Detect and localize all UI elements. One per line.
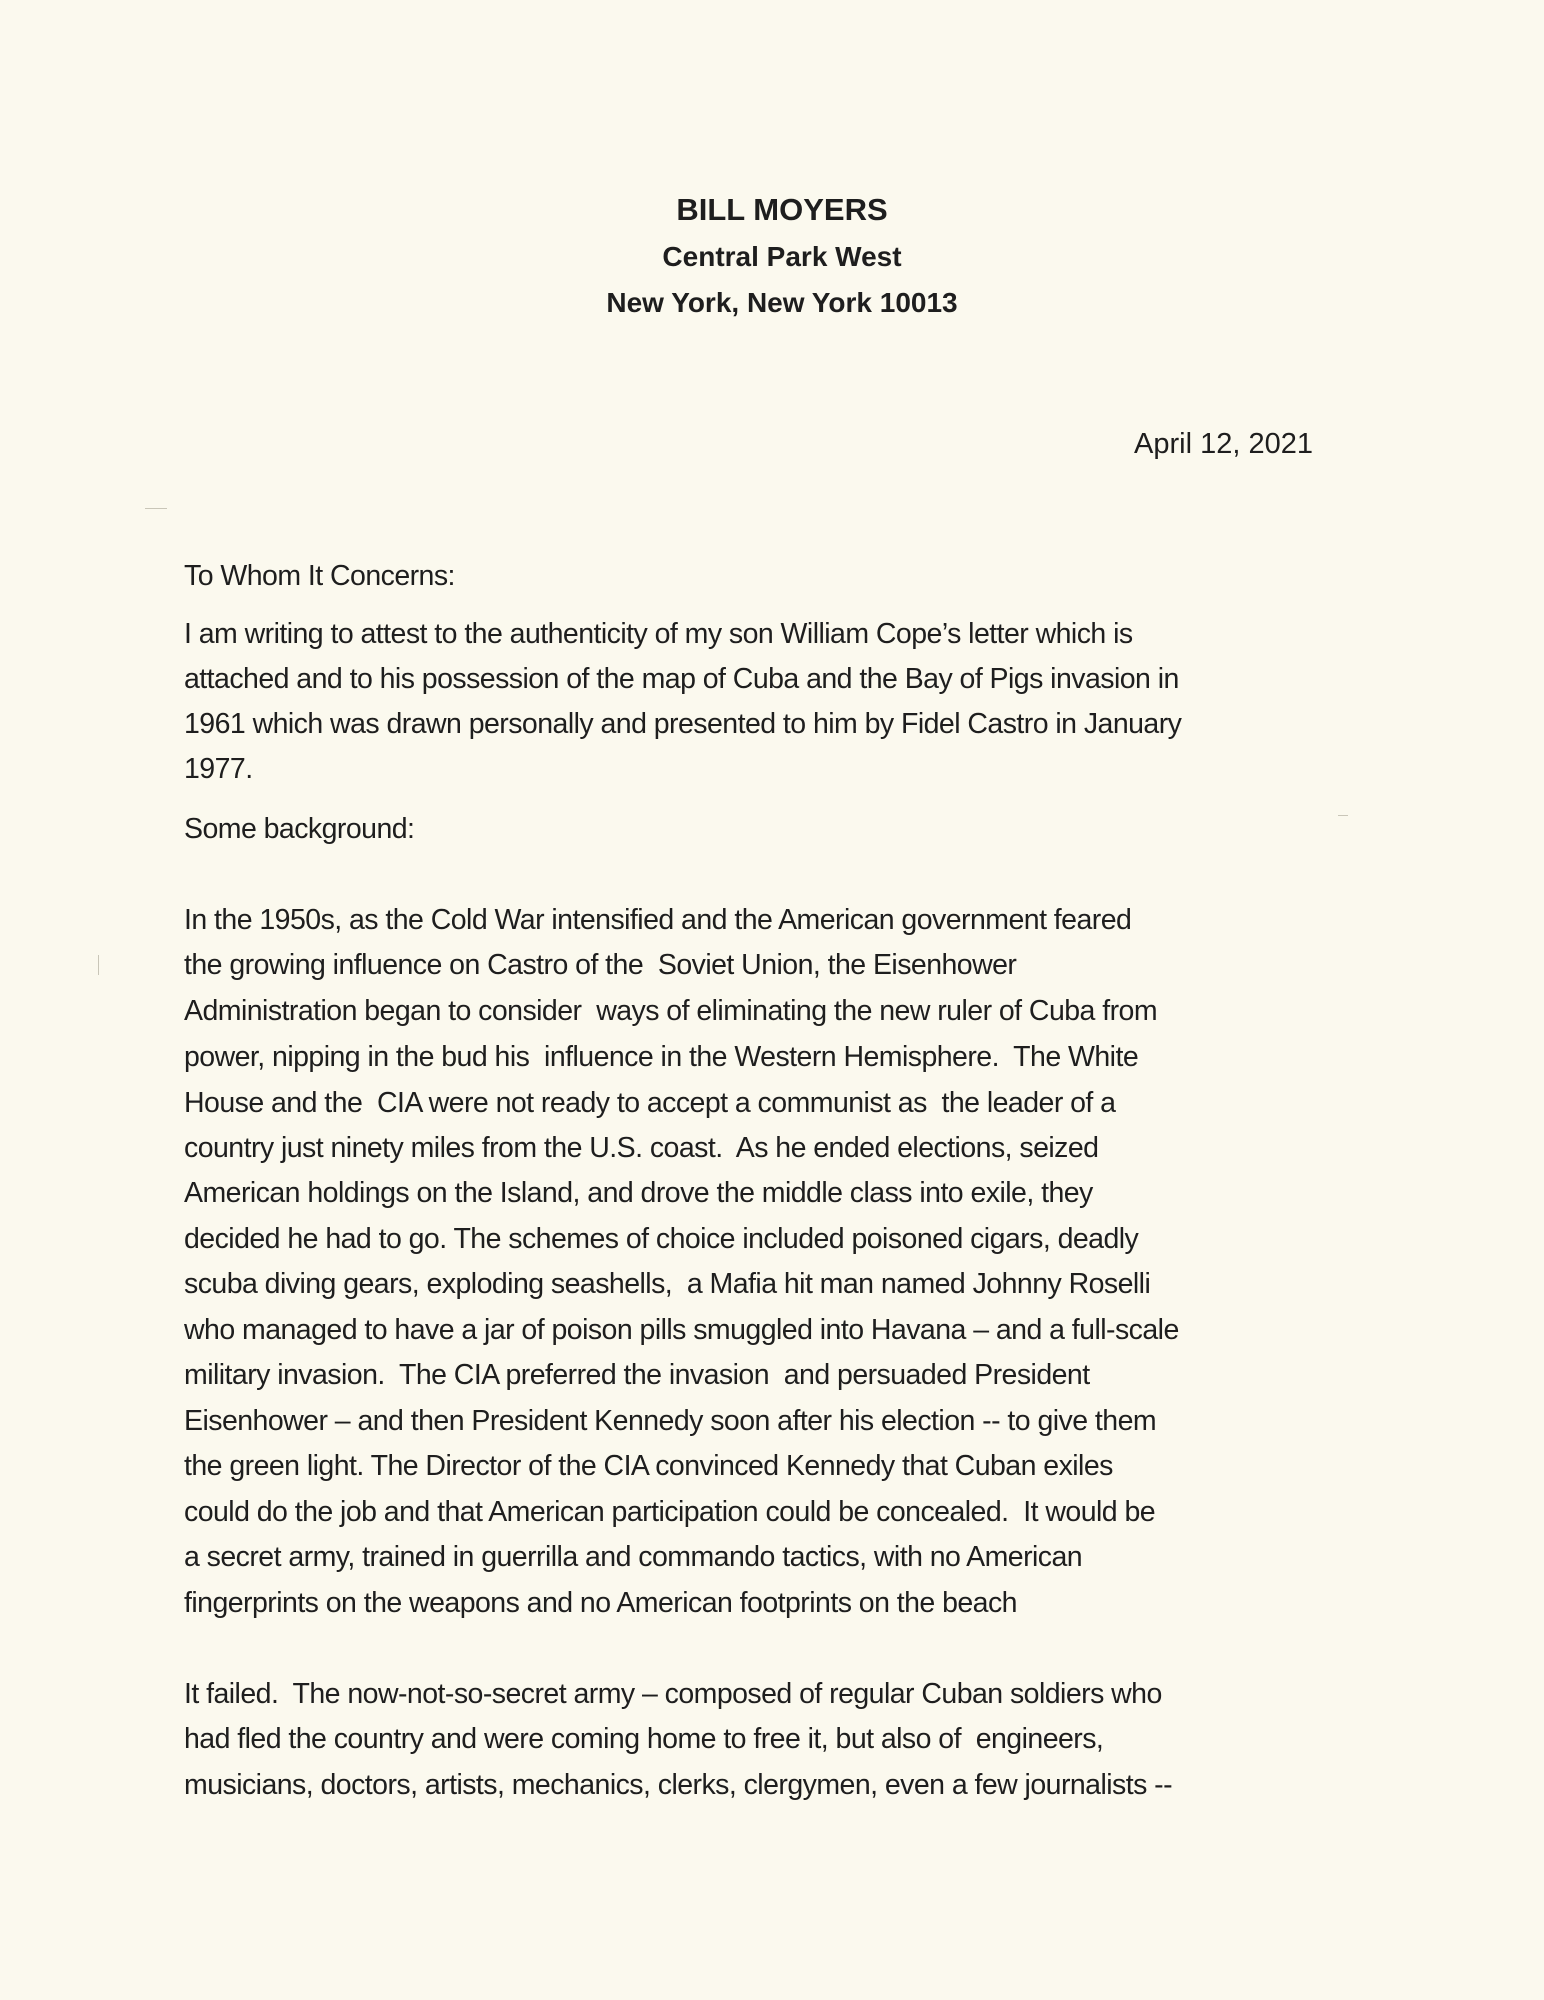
- paragraph-line: It failed. The now-not-so-secret army – composed of regular Cuban soldiers who: [184, 1678, 1162, 1710]
- letterhead-city: New York, New York 10013: [606, 287, 958, 318]
- paragraph-line: Eisenhower – and then President Kennedy soon after his election -- to give them: [184, 1405, 1157, 1437]
- letterhead: [0, 186, 1544, 326]
- paragraph-line: country just ninety miles from the U.S. coast. As he ended elections, seized: [184, 1132, 1099, 1164]
- letterhead-street: Central Park West: [662, 241, 902, 272]
- paragraph-line: 1977.: [184, 753, 253, 785]
- scan-speck: [145, 508, 167, 509]
- letter-date: April 12, 2021: [1134, 428, 1313, 460]
- paragraph-line: scuba diving gears, exploding seashells, a Mafia hit man named Johnny Roselli: [184, 1268, 1151, 1300]
- paragraph-line: fingerprints on the weapons and no American footprints on the beach: [184, 1587, 1017, 1619]
- paragraph-line: House and the CIA were not ready to accept a communist as the leader of a: [184, 1087, 1116, 1119]
- section-heading: Some background:: [184, 813, 415, 845]
- paragraph-line: the growing influence on Castro of the Soviet Union, the Eisenhower: [184, 949, 1017, 981]
- paragraph-line: I am writing to attest to the authenticity of my son William Cope’s letter which is: [184, 618, 1133, 650]
- paragraph-line: power, nipping in the bud his influence in the Western Hemisphere. The White: [184, 1041, 1139, 1073]
- paragraph-line: could do the job and that American participation could be concealed. It would be: [184, 1496, 1156, 1528]
- paragraph-line: musicians, doctors, artists, mechanics, clerks, clergymen, even a few journalists --: [184, 1769, 1173, 1801]
- paragraph-line: decided he had to go. The schemes of choice included poisoned cigars, deadly: [184, 1223, 1139, 1255]
- scan-speck: [1338, 815, 1348, 816]
- paragraph-line: a secret army, trained in guerrilla and commando tactics, with no American: [184, 1541, 1083, 1573]
- scan-speck: [98, 955, 99, 975]
- paragraph-line: the green light. The Director of the CIA convinced Kennedy that Cuban exiles: [184, 1450, 1113, 1482]
- paragraph-line: had fled the country and were coming home to free it, but also of engineers,: [184, 1723, 1104, 1755]
- letterhead-name: BILL MOYERS: [676, 192, 888, 227]
- paragraph-line: attached and to his possession of the map of Cuba and the Bay of Pigs invasion in: [184, 663, 1179, 695]
- paragraph-line: Administration began to consider ways of eliminating the new ruler of Cuba from: [184, 995, 1158, 1027]
- paragraph-line: 1961 which was drawn personally and presented to him by Fidel Castro in January: [184, 708, 1182, 740]
- paragraph-line: who managed to have a jar of poison pills smuggled into Havana – and a full-scale: [184, 1314, 1179, 1346]
- paragraph-line: American holdings on the Island, and drove the middle class into exile, they: [184, 1177, 1093, 1209]
- paragraph-line: In the 1950s, as the Cold War intensified and the American government feared: [184, 904, 1132, 936]
- paragraph-line: military invasion. The CIA preferred the invasion and persuaded President: [184, 1359, 1090, 1391]
- salutation: To Whom It Concerns:: [184, 560, 455, 592]
